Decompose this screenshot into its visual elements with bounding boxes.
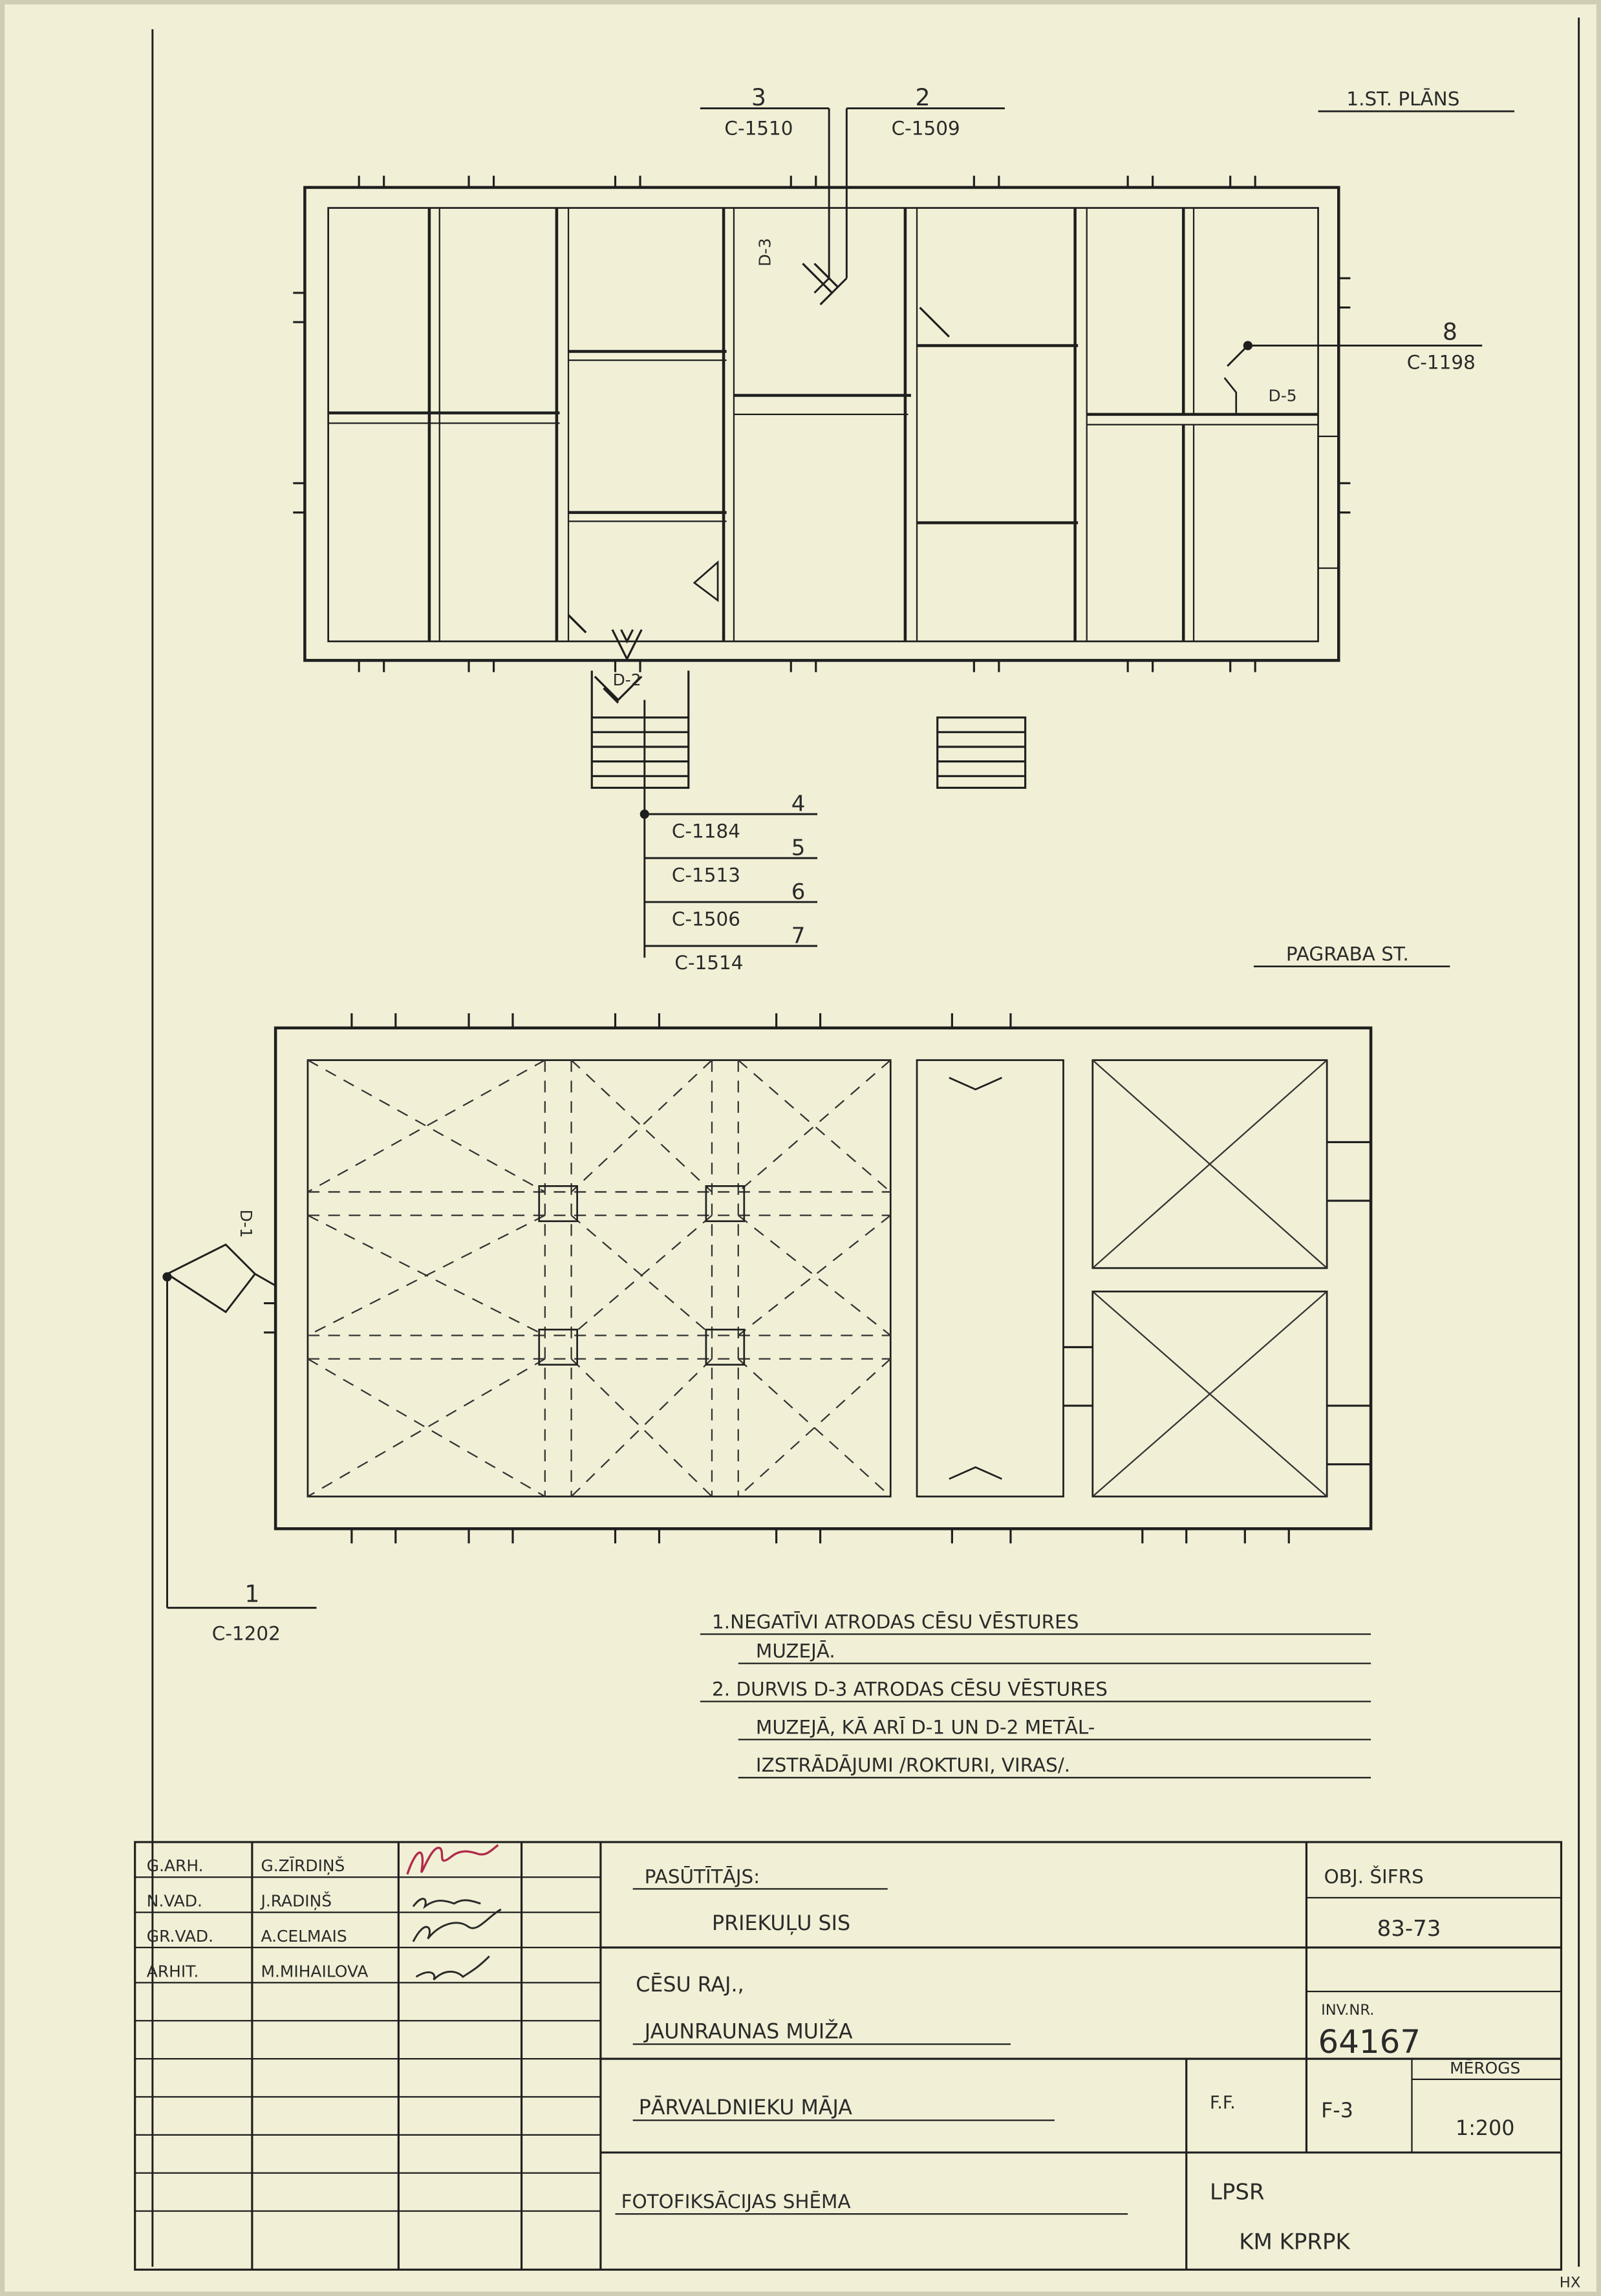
tb-sheet: F-3 bbox=[1321, 2099, 1353, 2123]
tb-name: G.ZĪRDIŅŠ bbox=[261, 1856, 345, 1876]
corner-mark: HX bbox=[1559, 2274, 1581, 2291]
tb-name: A.CELMAIS bbox=[261, 1926, 347, 1946]
tb-org-2: KM KPRPK bbox=[1239, 2229, 1350, 2255]
tb-inventory-number: 64167 bbox=[1318, 2023, 1421, 2061]
marker-number: 1 bbox=[244, 1580, 260, 1608]
tb-stage: F.F. bbox=[1209, 2093, 1236, 2114]
marker-code: C-1513 bbox=[671, 864, 740, 886]
marker-number: 5 bbox=[791, 835, 806, 861]
marker-number: 2 bbox=[915, 83, 930, 112]
door-label-d5: D-5 bbox=[1268, 386, 1297, 405]
tb-role: N.VAD. bbox=[146, 1891, 202, 1911]
tb-scale-label: MĒROGS bbox=[1450, 2058, 1521, 2077]
door-label-d3: D-3 bbox=[755, 238, 775, 267]
tb-inventory-label: INV.NR. bbox=[1321, 2002, 1375, 2019]
tb-drawing-title: FOTOFIKSĀCIJAS SHĒMA bbox=[621, 2191, 851, 2213]
note-line: IZSTRĀDĀJUMI /ROKTURI, VIRAS/. bbox=[755, 1754, 1071, 1777]
note-line: MUZEJĀ, KĀ ARĪ D-1 UN D-2 METĀL- bbox=[755, 1716, 1095, 1739]
door-label-d1: D-1 bbox=[236, 1209, 255, 1238]
tb-org-1: LPSR bbox=[1209, 2179, 1265, 2205]
marker-code: C-1198 bbox=[1406, 351, 1476, 374]
first-floor-title: 1.ST. PLĀNS bbox=[1346, 88, 1460, 111]
marker-number: 3 bbox=[751, 83, 766, 112]
tb-object-code-label: OBJ. ŠIFRS bbox=[1324, 1865, 1424, 1888]
tb-location-2: JAUNRAUNAS MUIŽA bbox=[644, 2020, 853, 2044]
tb-name: J.RADIŅŠ bbox=[261, 1891, 332, 1911]
marker-code: C-1510 bbox=[724, 117, 793, 140]
tb-location-1: CĒSU RAJ., bbox=[636, 1973, 744, 1997]
note-line: 1.NEGATĪVI ATRODAS CĒSU VĒSTURES bbox=[711, 1611, 1079, 1633]
marker-code: C-1202 bbox=[211, 1622, 281, 1645]
tb-role: G.ARH. bbox=[146, 1856, 204, 1876]
basement-title: PAGRABA ST. bbox=[1285, 943, 1409, 965]
marker-number: 8 bbox=[1442, 317, 1457, 346]
note-line: MUZEJĀ. bbox=[755, 1640, 835, 1662]
marker-code: C-1509 bbox=[891, 117, 960, 140]
door-label-d2: D-2 bbox=[612, 670, 641, 689]
marker-number: 7 bbox=[791, 923, 806, 949]
tb-object-code: 83-73 bbox=[1377, 1915, 1441, 1942]
tb-building: PĀRVALDNIEKU MĀJA bbox=[638, 2096, 852, 2120]
marker-code: C-1184 bbox=[671, 820, 740, 842]
tb-role: GR.VAD. bbox=[146, 1926, 214, 1946]
marker-number: 4 bbox=[791, 791, 806, 817]
note-line: 2. DURVIS D-3 ATRODAS CĒSU VĒSTURES bbox=[711, 1678, 1108, 1701]
tb-name: M.MIHAILOVA bbox=[261, 1962, 369, 1981]
tb-client: PRIEKUĻU SIS bbox=[711, 1911, 851, 1935]
tb-role: ARHIT. bbox=[146, 1962, 199, 1981]
tb-scale: 1:200 bbox=[1456, 2116, 1515, 2140]
marker-code: C-1514 bbox=[674, 952, 744, 974]
marker-number: 6 bbox=[791, 879, 806, 905]
marker-code: C-1506 bbox=[671, 908, 740, 930]
tb-client-label: PASŪTĪTĀJS: bbox=[644, 1865, 760, 1888]
